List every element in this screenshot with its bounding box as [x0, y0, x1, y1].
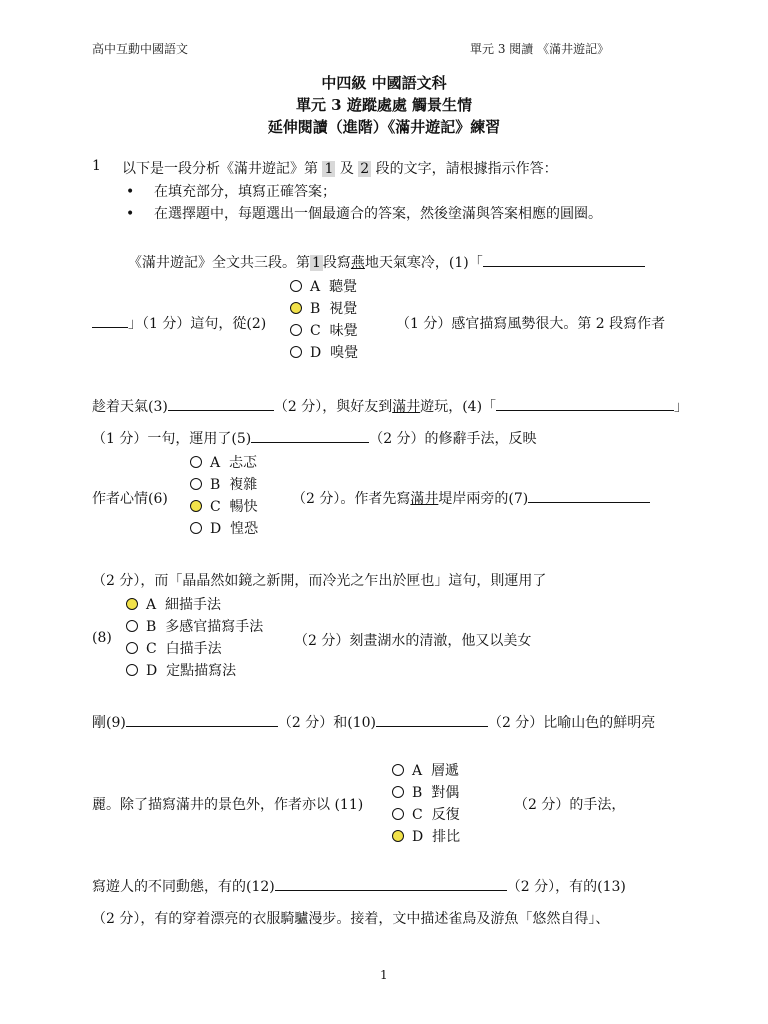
- radio-icon[interactable]: [190, 456, 202, 468]
- title-grade: 中四級 中國語文科: [321, 74, 447, 92]
- question-intro: [122, 158, 558, 178]
- option-key: D: [412, 829, 424, 845]
- radio-icon[interactable]: [126, 620, 138, 632]
- option-text: 白描手法: [165, 641, 222, 657]
- text: 遊玩，(4)「: [420, 399, 497, 415]
- text: 地天氣寒冷，(1)「: [364, 255, 483, 271]
- para-line-11: （2 分），有的穿着漂亮的衣服騎驢漫步。接着，文中描述雀鳥及游魚「悠然自得」、: [92, 911, 610, 927]
- option-q11-d[interactable]: [392, 826, 460, 848]
- intro-text-a: 以下是一段分析《滿井遊記》第: [122, 161, 318, 177]
- blank-7[interactable]: [528, 488, 650, 503]
- para-line-7b: （2 分）刻畫湖水的清澈，他又以美女: [294, 633, 532, 649]
- option-key: A: [310, 279, 321, 295]
- radio-icon[interactable]: [290, 346, 302, 358]
- option-text: 反復: [431, 807, 460, 823]
- para-line-2a: [92, 313, 266, 333]
- option-text: 暢快: [229, 499, 258, 515]
- option-text: 複雜: [229, 477, 258, 493]
- text: 剛(9): [92, 715, 126, 731]
- place-name: 滿井: [392, 399, 421, 415]
- question-number: 1: [92, 158, 101, 174]
- blank-1-cont[interactable]: [92, 313, 128, 328]
- option-text: 多感官描寫手法: [165, 619, 264, 635]
- para-num-2: 2: [360, 161, 370, 177]
- text: （2 分）比喻山色的鮮明亮: [487, 715, 656, 731]
- header-right: 單元 3 閱讀 《滿井遊記》: [470, 42, 610, 56]
- option-text: 定點描寫法: [166, 663, 237, 679]
- para-line-10: [92, 876, 626, 896]
- option-key: C: [210, 499, 221, 515]
- radio-icon[interactable]: [290, 280, 302, 292]
- para-line-6: （2 分），而「晶晶然如鏡之新開，而冷光之乍出於匣也」這句，則運用了: [92, 573, 547, 589]
- option-q2-b[interactable]: [290, 298, 358, 320]
- bullet-text: 在填充部分，填寫正確答案；: [154, 184, 336, 200]
- bullet-text: 在選擇題中，每題選出一個最適合的答案，然後塗滿與答案相應的圓圈。: [154, 206, 602, 222]
- option-text: 細描手法: [165, 597, 222, 613]
- option-text: 忐忑: [229, 455, 258, 471]
- option-q6-d[interactable]: [190, 518, 258, 540]
- para-line-7a: (8): [92, 630, 112, 646]
- text: 《滿井遊記》全文共三段。第: [128, 255, 310, 271]
- option-q8-b[interactable]: [126, 616, 263, 638]
- text: 寫遊人的不同動態，有的(12): [92, 879, 275, 895]
- option-text: 聽覺: [329, 279, 358, 295]
- option-key: B: [146, 619, 157, 635]
- text: （2 分）的修辭手法，反映: [369, 431, 537, 447]
- option-text: 視覺: [329, 301, 358, 317]
- text: 堤岸兩旁的(7): [438, 491, 529, 507]
- option-key: A: [210, 455, 221, 471]
- place-name: 滿井: [410, 491, 439, 507]
- options-q8: [126, 594, 263, 682]
- intro-text-c: 段的文字，請根據指示作答：: [375, 161, 558, 177]
- option-key: A: [146, 597, 157, 613]
- radio-selected-icon[interactable]: [190, 500, 202, 512]
- radio-icon[interactable]: [392, 764, 404, 776]
- option-q2-d[interactable]: [290, 342, 358, 364]
- option-key: D: [210, 521, 222, 537]
- bullet-1: [126, 181, 336, 201]
- bullet-dot-icon: •: [126, 184, 135, 200]
- option-text: 惶恐: [230, 521, 259, 537]
- blank-4[interactable]: [496, 396, 674, 411]
- option-q8-c[interactable]: [126, 638, 263, 660]
- option-q2-a[interactable]: [290, 276, 358, 298]
- para-num-1: 1: [324, 161, 334, 177]
- option-q6-c[interactable]: [190, 496, 258, 518]
- blank-1[interactable]: [483, 252, 645, 267]
- option-key: C: [146, 641, 157, 657]
- blank-5[interactable]: [251, 428, 369, 443]
- option-q8-d[interactable]: [126, 660, 263, 682]
- radio-selected-icon[interactable]: [392, 830, 404, 842]
- text: 」（1 分）這句，從(2): [128, 316, 267, 332]
- option-key: B: [412, 785, 423, 801]
- option-key: C: [310, 323, 321, 339]
- option-q6-a[interactable]: [190, 452, 258, 474]
- radio-icon[interactable]: [126, 664, 138, 676]
- para-line-9a: 麗。除了描寫滿井的景色外，作者亦以 (11): [92, 797, 364, 813]
- text: （2 分）。作者先寫: [292, 491, 411, 507]
- title-unit: 單元 3 遊蹤處處 觸景生情: [295, 96, 473, 114]
- option-key: A: [412, 763, 423, 779]
- option-text: 味覺: [329, 323, 358, 339]
- text: 段寫: [322, 255, 351, 271]
- option-text: 對偶: [431, 785, 460, 801]
- options-q2: [290, 276, 358, 364]
- radio-icon[interactable]: [126, 642, 138, 654]
- para-line-5b: [292, 488, 650, 508]
- text: （2 分），有的(13): [506, 879, 626, 895]
- radio-selected-icon[interactable]: [290, 302, 302, 314]
- blank-12[interactable]: [275, 876, 507, 891]
- para-line-9b: （2 分）的手法，: [514, 797, 626, 813]
- radio-icon[interactable]: [190, 522, 202, 534]
- text: （2 分）和(10): [277, 715, 376, 731]
- para-line-2b: （1 分）感官描寫風勢很大。第 2 段寫作者: [396, 316, 666, 332]
- para-num: 1: [312, 255, 321, 271]
- blank-9[interactable]: [126, 712, 278, 727]
- option-q6-b[interactable]: [190, 474, 258, 496]
- text: 」: [674, 399, 689, 415]
- bullet-dot-icon: •: [126, 206, 135, 222]
- text: （1 分）一句，運用了(5): [92, 431, 252, 447]
- option-key: D: [310, 345, 322, 361]
- option-key: B: [210, 477, 221, 493]
- option-q11-a[interactable]: [392, 760, 460, 782]
- intro-text-b: 及: [339, 161, 354, 177]
- para-line-8: [92, 712, 655, 732]
- para-line-5a: 作者心情(6): [92, 491, 168, 507]
- option-text: 排比: [432, 829, 461, 845]
- option-key: D: [146, 663, 158, 679]
- text: （2 分），與好友到: [273, 399, 393, 415]
- page-number: 1: [380, 968, 388, 982]
- title-exercise: 延伸閱讀（進階）《滿井遊記》練習: [267, 118, 501, 136]
- option-q11-b[interactable]: [392, 782, 460, 804]
- option-text: 層遞: [431, 763, 460, 779]
- bullet-2: [126, 203, 602, 223]
- text: 趁着天氣(3): [92, 399, 168, 415]
- radio-selected-icon[interactable]: [126, 598, 138, 610]
- options-q6: [190, 452, 258, 540]
- option-q11-c[interactable]: [392, 804, 460, 826]
- option-key: B: [310, 301, 321, 317]
- radio-icon[interactable]: [190, 478, 202, 490]
- blank-10[interactable]: [376, 712, 488, 727]
- option-q8-a[interactable]: [126, 594, 263, 616]
- para-line-1: [128, 252, 645, 272]
- option-key: C: [412, 807, 423, 823]
- header-left: 高中互動中國語文: [92, 42, 189, 56]
- radio-icon[interactable]: [392, 808, 404, 820]
- option-q2-c[interactable]: [290, 320, 358, 342]
- radio-icon[interactable]: [392, 786, 404, 798]
- blank-3[interactable]: [168, 396, 274, 411]
- para-line-3: [92, 396, 688, 416]
- para-line-4: [92, 428, 537, 448]
- place-name: 燕: [350, 255, 365, 271]
- options-q11: [392, 760, 460, 848]
- radio-icon[interactable]: [290, 324, 302, 336]
- option-text: 嗅覺: [330, 345, 359, 361]
